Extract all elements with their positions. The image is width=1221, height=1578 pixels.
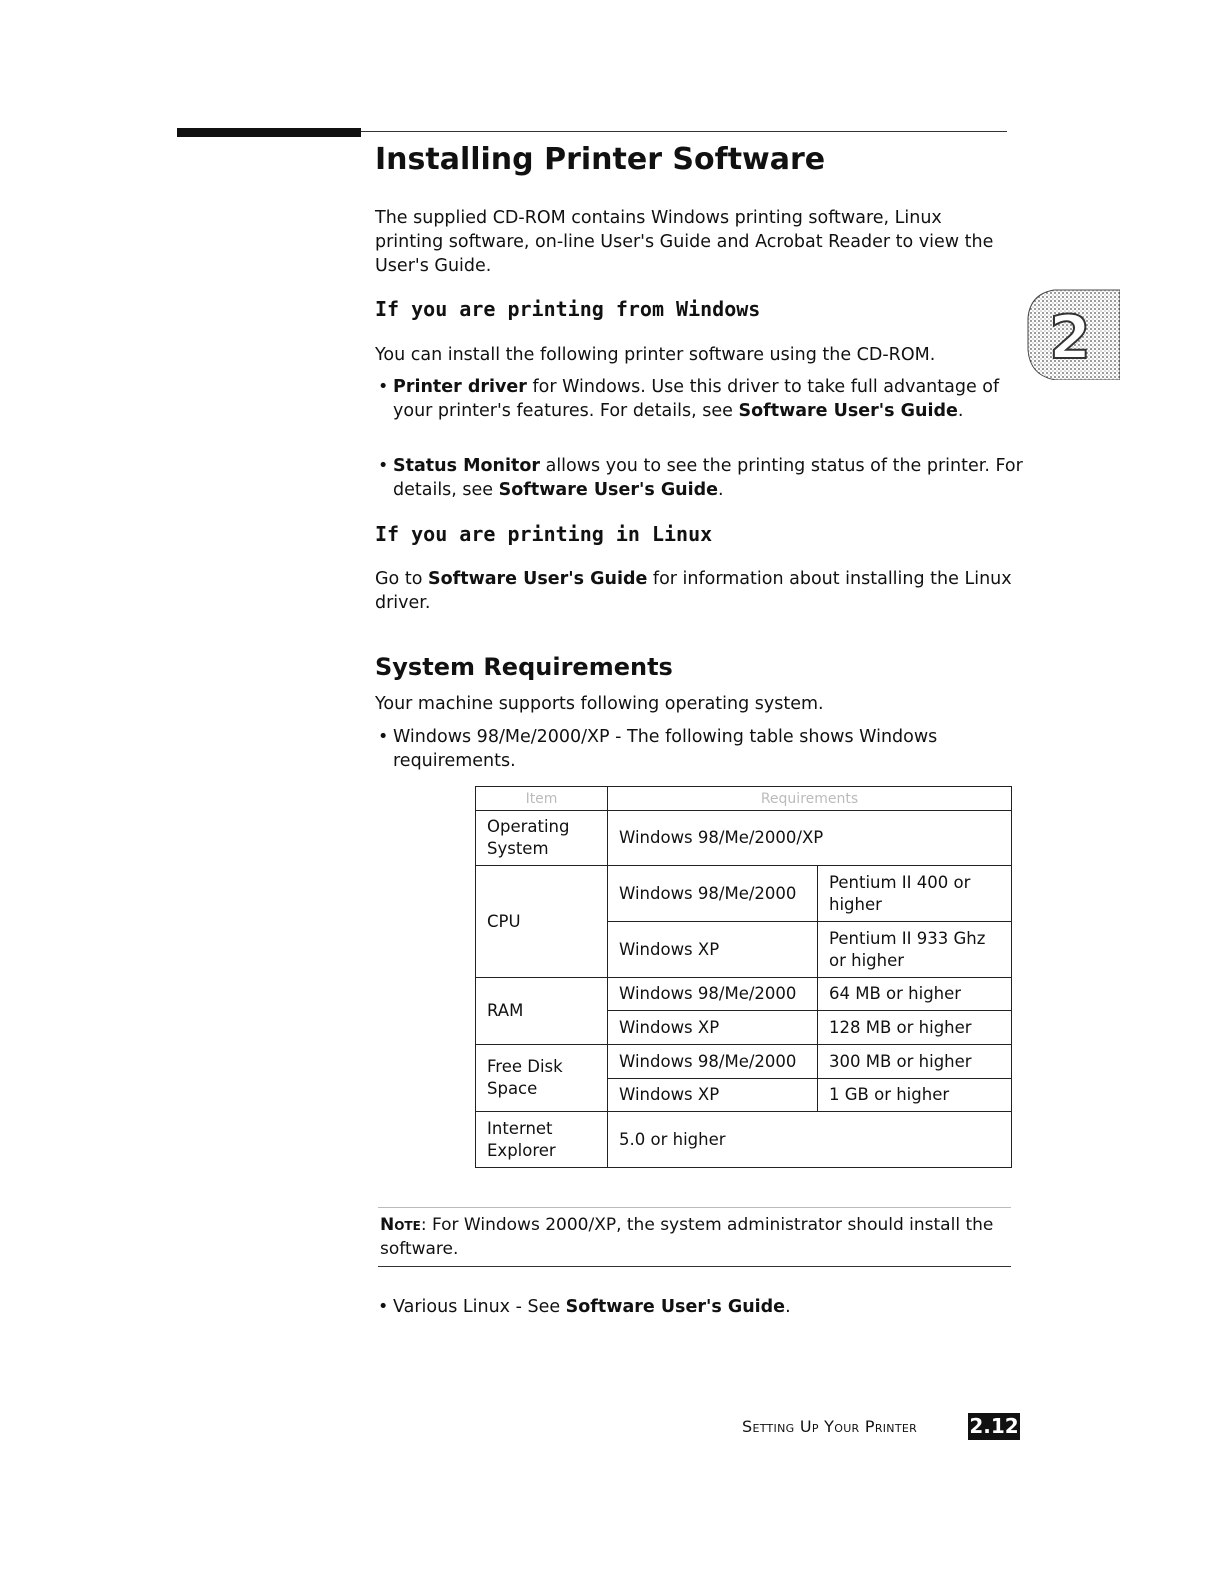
ram-req-2: 128 MB or higher: [818, 1011, 1012, 1045]
sysreq-lead: Your machine supports following operating system.: [375, 694, 824, 714]
table-row: [476, 1112, 1012, 1168]
windows-section-heading: If you are printing from Windows: [375, 297, 761, 321]
table-header-row: [476, 787, 1012, 811]
cpu-os-2: Windows XP: [608, 922, 818, 978]
row-label-disk: Free Disk Space: [476, 1045, 608, 1112]
bullet-windows-requirements: • Windows 98/Me/2000/XP - The following table shows Windows requirements.: [378, 727, 938, 771]
row-label-ram: RAM: [476, 978, 608, 1045]
header-rule-thick: [177, 128, 361, 137]
row-label-cpu: CPU: [476, 866, 608, 978]
bullet-dot: •: [378, 727, 389, 747]
disk-req-1: 300 MB or higher: [818, 1045, 1012, 1079]
header-requirements: Requirements: [608, 787, 1012, 811]
disk-os-2: Windows XP: [608, 1079, 818, 1112]
bullet-dot: •: [378, 456, 389, 476]
bullet-dot: •: [378, 1297, 389, 1317]
note-label: Note: [380, 1215, 421, 1235]
linux-section-heading: If you are printing in Linux: [375, 522, 713, 546]
requirements-table: [475, 786, 1012, 1168]
intro-paragraph: The supplied CD-ROM contains Windows printing software, Linux printing software, on-line User's Guide and Acrobat Reader to view the User's Guide.: [375, 208, 994, 276]
system-requirements-heading: System Requirements: [375, 653, 673, 681]
note-paragraph: Note: For Windows 2000/XP, the system administrator should install the software.: [380, 1215, 994, 1259]
cpu-req-2: Pentium II 933 Ghz or higher: [818, 922, 1012, 978]
table-row: [476, 978, 1012, 1011]
chapter-tab-icon: [1026, 288, 1120, 380]
bullet-various-linux: • Various Linux - See Software User's Guide.: [378, 1297, 791, 1317]
ie-value: 5.0 or higher: [608, 1112, 1012, 1168]
ram-os-2: Windows XP: [608, 1011, 818, 1045]
table-row: [476, 811, 1012, 866]
cpu-req-1: Pentium II 400 or higher: [818, 866, 1012, 922]
table-row: [476, 1045, 1012, 1079]
disk-req-2: 1 GB or higher: [818, 1079, 1012, 1112]
windows-lead: You can install the following printer software using the CD-ROM.: [375, 345, 936, 365]
bullet-status-monitor: • Status Monitor allows you to see the printing status of the printer. For details, see Software User's Guide.: [378, 456, 1023, 500]
page-title: Installing Printer Software: [375, 142, 826, 177]
ram-req-1: 64 MB or higher: [818, 978, 1012, 1011]
disk-os-1: Windows 98/Me/2000: [608, 1045, 818, 1079]
note-rule-top: [378, 1207, 1011, 1208]
page-number-badge: 2.12: [969, 1414, 1019, 1438]
chapter-number: 2: [1049, 303, 1091, 373]
row-label-os: Operating System: [476, 811, 608, 866]
footer-section-title: Setting Up Your Printer: [742, 1417, 918, 1436]
table-row: [476, 866, 1012, 922]
os-value: Windows 98/Me/2000/XP: [608, 811, 1012, 866]
linux-paragraph: Go to Software User's Guide for information about installing the Linux driver.: [375, 569, 1012, 613]
header-rule-thin: [361, 131, 1007, 132]
ram-os-1: Windows 98/Me/2000: [608, 978, 818, 1011]
cpu-os-1: Windows 98/Me/2000: [608, 866, 818, 922]
header-item: Item: [476, 787, 608, 811]
note-rule-bottom: [378, 1266, 1011, 1267]
row-label-ie: Internet Explorer: [476, 1112, 608, 1168]
bullet-printer-driver: • Printer driver for Windows. Use this driver to take full advantage of your printer's features. For details, see Software User's Guide.: [378, 377, 1000, 421]
bullet-dot: •: [378, 377, 389, 397]
